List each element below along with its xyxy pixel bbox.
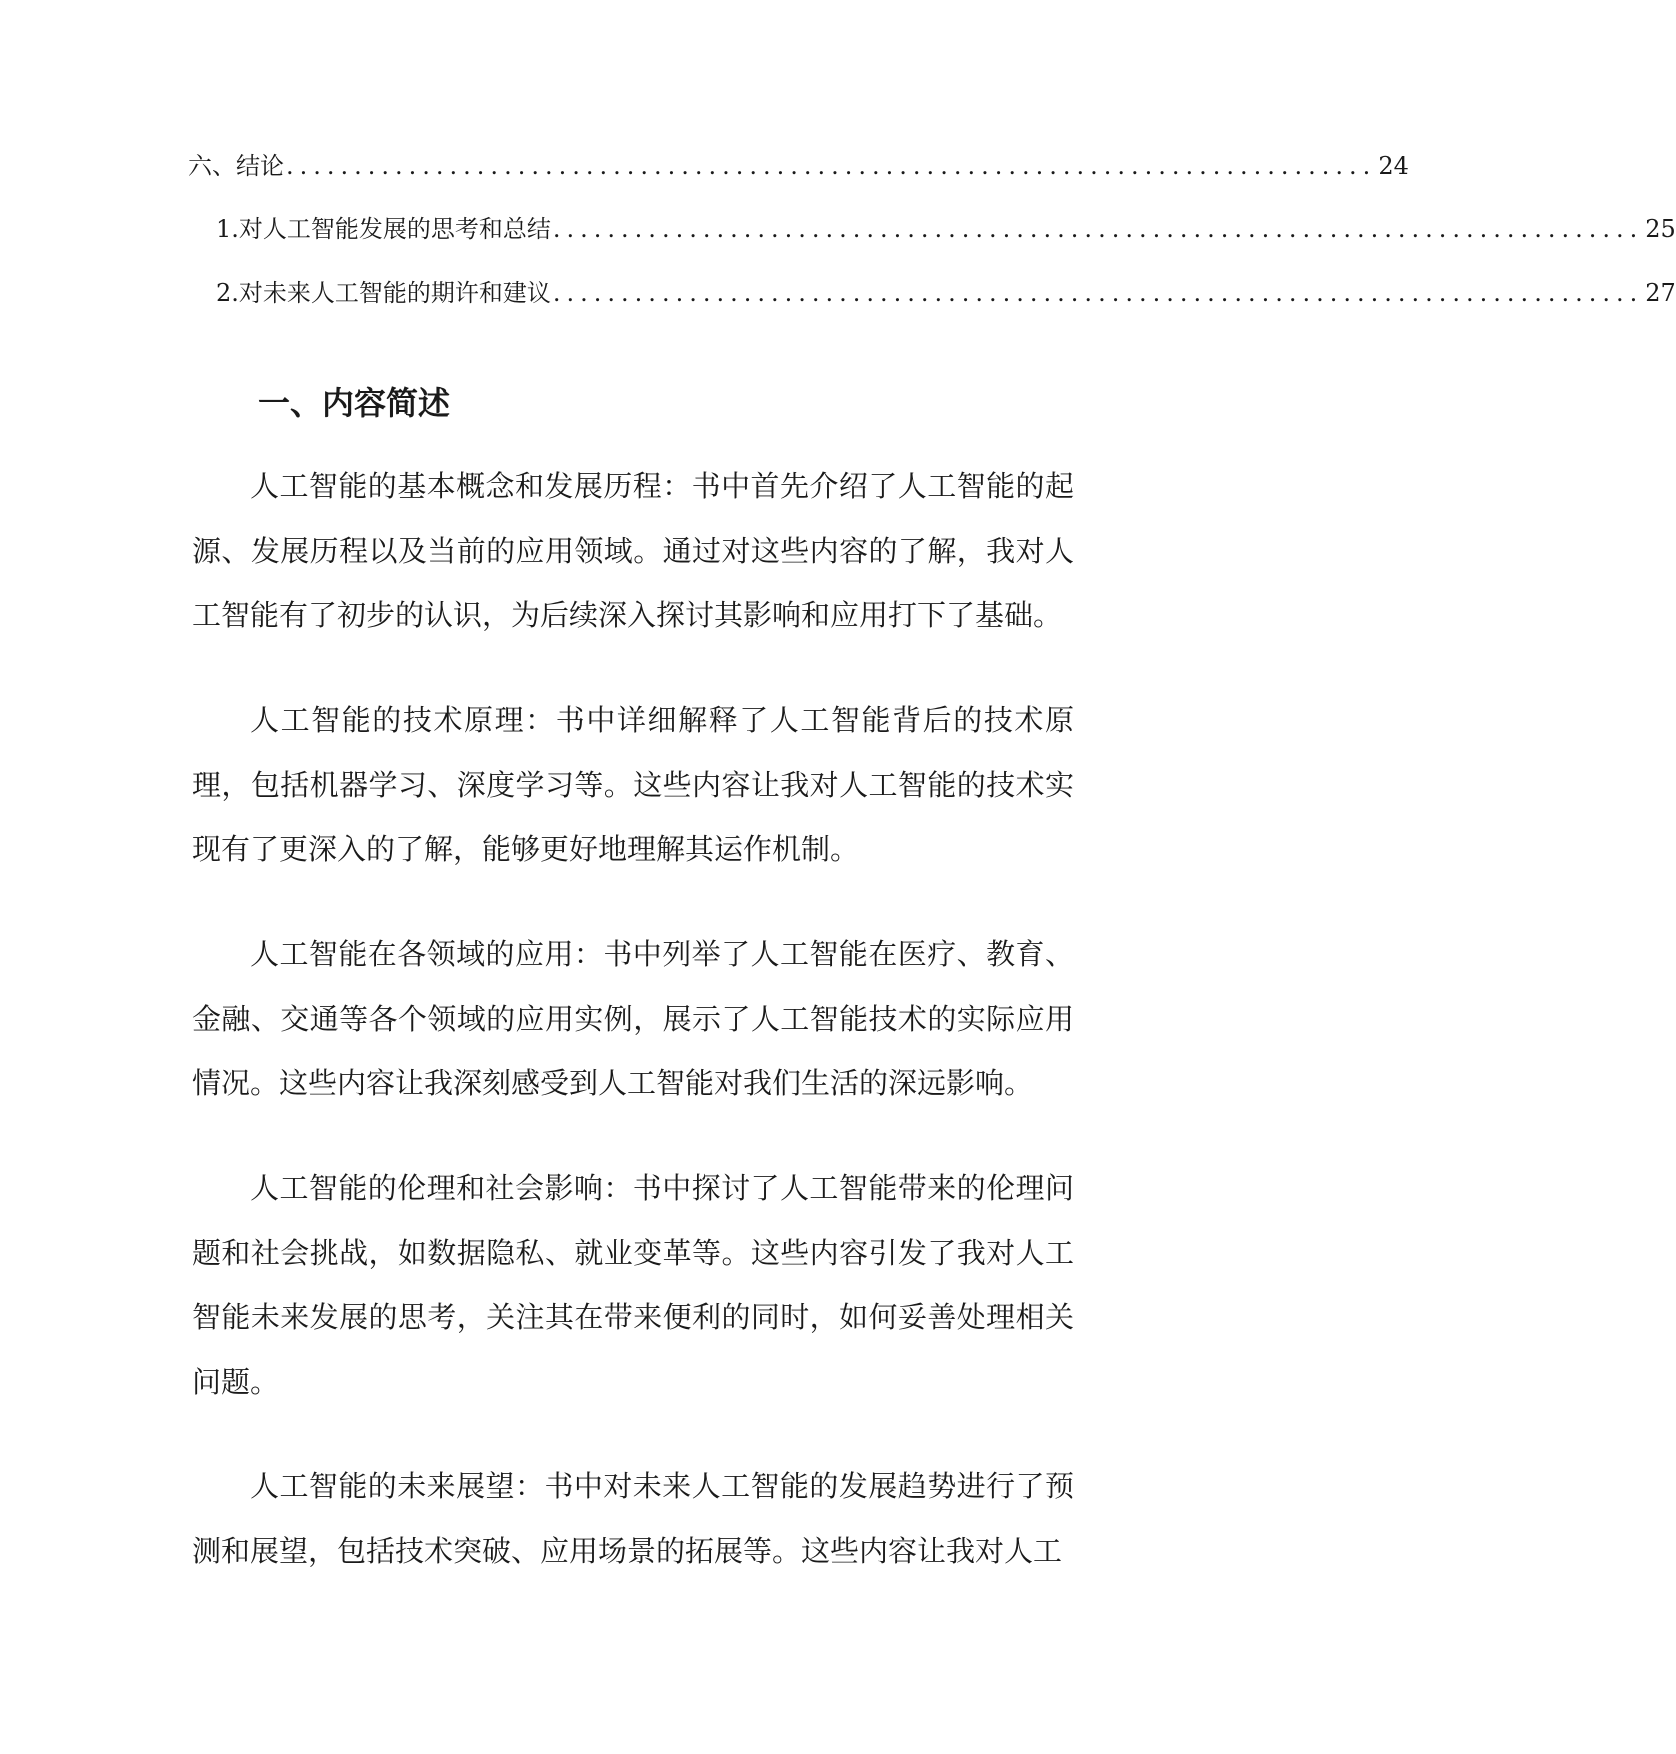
toc-entry-title: 对未来人工智能的期许和建议 (238, 279, 551, 307)
toc-entry-future-expectations[interactable] (216, 277, 1676, 309)
toc-entry-page: 27 (1645, 279, 1676, 307)
paragraph-basic-concepts: 人工智能的基本概念和发展历程：书中首先介绍了人工智能的起源、发展历程以及当前的应用领域。通过对这些内容的了解，我对人工智能有了初步的认识，为后续深入探讨其影响和应用打下了基础。 (192, 469, 1074, 632)
toc-entry-number: 1. (216, 215, 239, 243)
paragraph-ethics-social-impact: 人工智能的伦理和社会影响：书中探讨了人工智能带来的伦理问题和社会挑战，如数据隐私、就业变革等。这些内容引发了我对人工智能未来发展的思考，关注其在带来便利的同时，如何妥善处理相关问题。 (192, 1171, 1074, 1399)
paragraph-future-outlook: 人工智能的未来展望：书中对未来人工智能的发展趋势进行了预测和展望，包括技术突破、应用场景的拓展等。这些内容让我对人工 (192, 1469, 1074, 1568)
section-heading: 一、内容简述 (258, 384, 451, 422)
toc-dot-leader: ................................................................................ (286, 152, 1377, 180)
toc-entry-reflection-summary[interactable] (216, 213, 1676, 245)
toc-entry-page: 24 (1378, 152, 1409, 180)
paragraph-technical-principles: 人工智能的技术原理：书中详细解释了人工智能背后的技术原理，包括机器学习、深度学习等。这些内容让我对人工智能的技术实现有了更深入的了解，能够更好地理解其运作机制。 (192, 703, 1074, 866)
toc-entry-title: 对人工智能发展的思考和总结 (238, 215, 551, 243)
toc-dot-leader: ................................................................................ (552, 279, 1644, 307)
paragraph-applications: 人工智能在各领域的应用：书中列举了人工智能在医疗、教育、金融、交通等各个领域的应用实例，展示了人工智能技术的实际应用情况。这些内容让我深刻感受到人工智能对我们生活的深远影响。 (192, 937, 1074, 1100)
toc-entry-conclusion[interactable] (188, 150, 1409, 182)
toc-dot-leader: ................................................................................ (552, 215, 1644, 243)
toc-entry-number: 2. (216, 279, 239, 307)
toc-entry-page: 25 (1645, 215, 1676, 243)
toc-entry-title: 六、结论 (188, 152, 284, 180)
